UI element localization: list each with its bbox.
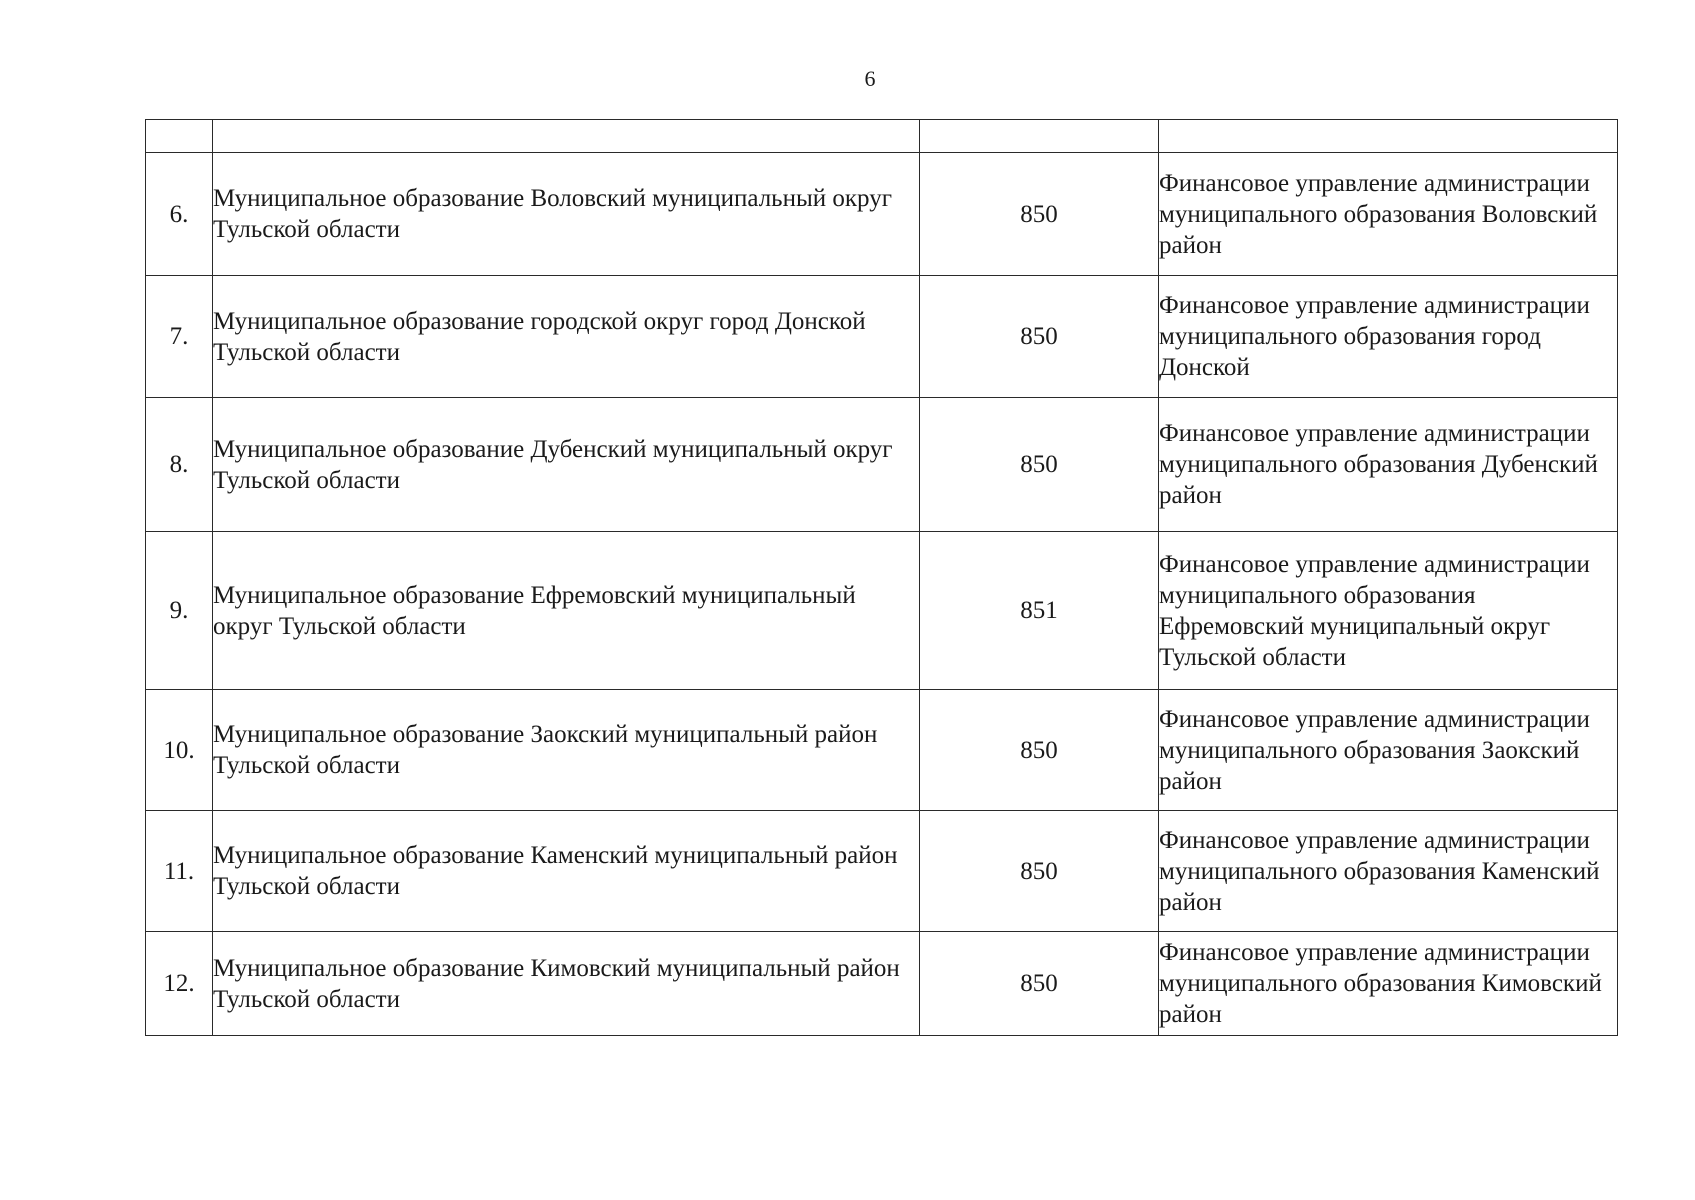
municipality-name: Муниципальное образование Ефремовский муниципальный округ Тульской области [213,532,920,690]
table-row [146,932,1618,1036]
municipality-name: Муниципальное образование Воловский муниципальный округ Тульской области [213,153,920,276]
budget-code: 850 [920,276,1159,398]
row-number: 11. [146,811,213,932]
table-row [146,532,1618,690]
row-number: 9. [146,532,213,690]
finance-department: Финансовое управление администрации муниципального образования Кимовский район [1159,932,1618,1036]
finance-department: Финансовое управление администрации муниципального образования Дубенский район [1159,398,1618,532]
row-number: 6. [146,153,213,276]
finance-department: Финансовое управление администрации муниципального образования Ефремовский муниципальный округ Тульской области [1159,532,1618,690]
row-number: 8. [146,398,213,532]
finance-department: Финансовое управление администрации муниципального образования Воловский район [1159,153,1618,276]
finance-department: Финансовое управление администрации муниципального образования Заокский район [1159,690,1618,811]
header-cell-name [213,120,920,153]
header-cell-number [146,120,213,153]
finance-department: Финансовое управление администрации муниципального образования Каменский район [1159,811,1618,932]
municipality-name: Муниципальное образование Кимовский муниципальный район Тульской области [213,932,920,1036]
municipality-name: Муниципальное образование городской округ город Донской Тульской области [213,276,920,398]
row-number: 10. [146,690,213,811]
budget-code: 850 [920,932,1159,1036]
table-row [146,153,1618,276]
table-row [146,690,1618,811]
budget-code: 850 [920,811,1159,932]
header-cell-code [920,120,1159,153]
budget-code: 850 [920,690,1159,811]
table-row [146,276,1618,398]
budget-code: 850 [920,153,1159,276]
finance-department: Финансовое управление администрации муниципального образования город Донской [1159,276,1618,398]
table-header-row [146,120,1618,153]
table-row [146,811,1618,932]
header-cell-organization [1159,120,1618,153]
row-number: 7. [146,276,213,398]
row-number: 12. [146,932,213,1036]
budget-code: 851 [920,532,1159,690]
data-table [145,119,1618,1036]
budget-code: 850 [920,398,1159,532]
municipality-name: Муниципальное образование Каменский муниципальный район Тульской области [213,811,920,932]
table-row [146,398,1618,532]
page-number: 6 [864,66,876,91]
municipality-name: Муниципальное образование Дубенский муниципальный округ Тульской области [213,398,920,532]
municipality-name: Муниципальное образование Заокский муниципальный район Тульской области [213,690,920,811]
